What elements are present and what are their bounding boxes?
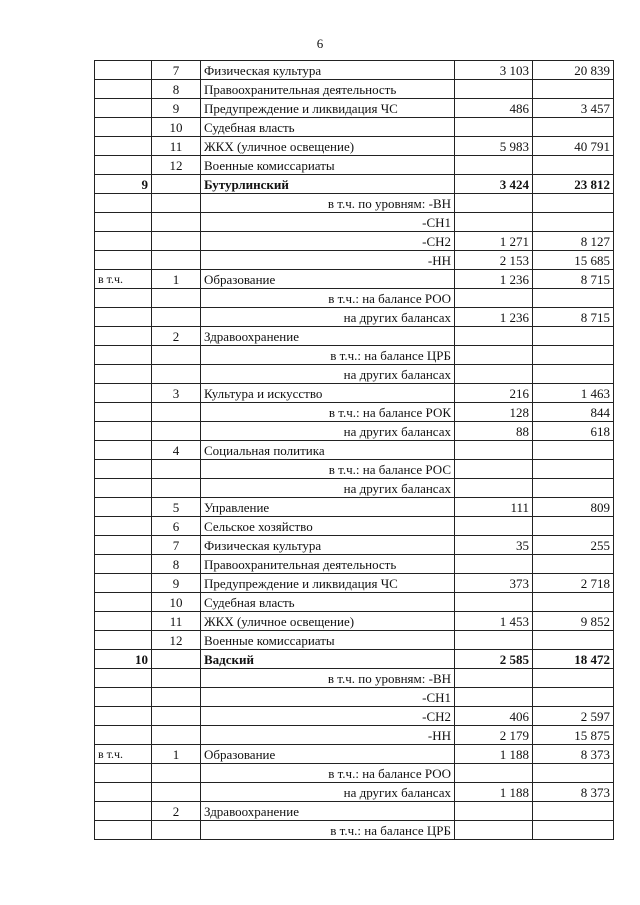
value-1-cell: 88 bbox=[455, 422, 533, 441]
table-row bbox=[95, 460, 614, 479]
item-name-cell: на других балансах bbox=[201, 308, 455, 327]
section-cell bbox=[95, 422, 152, 441]
section-cell bbox=[95, 574, 152, 593]
value-2-cell bbox=[533, 688, 614, 707]
section-cell bbox=[95, 669, 152, 688]
value-1-cell: 216 bbox=[455, 384, 533, 403]
item-number-cell bbox=[152, 213, 201, 232]
table-row bbox=[95, 631, 614, 650]
item-number-cell: 1 bbox=[152, 745, 201, 764]
item-name-cell: в т.ч.: на балансе ЦРБ bbox=[201, 821, 455, 840]
value-2-cell bbox=[533, 289, 614, 308]
table-row bbox=[95, 422, 614, 441]
table-row bbox=[95, 479, 614, 498]
table-row bbox=[95, 99, 614, 118]
table-row bbox=[95, 764, 614, 783]
item-number-cell: 9 bbox=[152, 99, 201, 118]
item-number-cell: 2 bbox=[152, 327, 201, 346]
section-cell bbox=[95, 688, 152, 707]
item-name-cell: в т.ч. по уровням: -ВН bbox=[201, 669, 455, 688]
value-2-cell bbox=[533, 631, 614, 650]
value-1-cell bbox=[455, 593, 533, 612]
item-number-cell: 1 bbox=[152, 270, 201, 289]
section-cell bbox=[95, 593, 152, 612]
section-cell bbox=[95, 365, 152, 384]
value-1-cell bbox=[455, 517, 533, 536]
table-body bbox=[95, 61, 614, 840]
table-row bbox=[95, 802, 614, 821]
item-number-cell bbox=[152, 232, 201, 251]
section-cell bbox=[95, 726, 152, 745]
item-name-cell: Социальная политика bbox=[201, 441, 455, 460]
section-cell: 10 bbox=[95, 650, 152, 669]
table-row bbox=[95, 384, 614, 403]
value-1-cell: 486 bbox=[455, 99, 533, 118]
value-2-cell bbox=[533, 593, 614, 612]
item-name-cell: -НН bbox=[201, 251, 455, 270]
value-1-cell: 2 179 bbox=[455, 726, 533, 745]
value-2-cell: 15 685 bbox=[533, 251, 614, 270]
table-row bbox=[95, 289, 614, 308]
item-name-cell: Здравоохранение bbox=[201, 327, 455, 346]
value-2-cell: 2 718 bbox=[533, 574, 614, 593]
value-2-cell: 1 463 bbox=[533, 384, 614, 403]
table-row bbox=[95, 194, 614, 213]
item-name-cell: -СН1 bbox=[201, 688, 455, 707]
section-cell bbox=[95, 821, 152, 840]
item-number-cell bbox=[152, 365, 201, 384]
value-1-cell bbox=[455, 688, 533, 707]
table-row bbox=[95, 726, 614, 745]
value-1-cell: 406 bbox=[455, 707, 533, 726]
value-1-cell bbox=[455, 555, 533, 574]
value-2-cell bbox=[533, 821, 614, 840]
value-2-cell: 8 715 bbox=[533, 308, 614, 327]
value-2-cell bbox=[533, 441, 614, 460]
value-2-cell: 15 875 bbox=[533, 726, 614, 745]
item-number-cell bbox=[152, 650, 201, 669]
item-number-cell bbox=[152, 289, 201, 308]
value-2-cell bbox=[533, 764, 614, 783]
item-name-cell: Сельское хозяйство bbox=[201, 517, 455, 536]
value-2-cell: 8 373 bbox=[533, 783, 614, 802]
item-name-cell: в т.ч.: на балансе РОО bbox=[201, 289, 455, 308]
item-number-cell: 12 bbox=[152, 631, 201, 650]
table-row bbox=[95, 365, 614, 384]
item-name-cell: Бутурлинский bbox=[201, 175, 455, 194]
value-2-cell bbox=[533, 156, 614, 175]
section-cell bbox=[95, 707, 152, 726]
section-cell bbox=[95, 156, 152, 175]
table-row bbox=[95, 688, 614, 707]
item-number-cell: 9 bbox=[152, 574, 201, 593]
value-2-cell: 809 bbox=[533, 498, 614, 517]
item-number-cell bbox=[152, 783, 201, 802]
value-1-cell: 1 236 bbox=[455, 270, 533, 289]
section-cell bbox=[95, 137, 152, 156]
value-1-cell bbox=[455, 460, 533, 479]
value-2-cell: 8 127 bbox=[533, 232, 614, 251]
table-row bbox=[95, 308, 614, 327]
value-2-cell: 255 bbox=[533, 536, 614, 555]
item-name-cell: в т.ч. по уровням: -ВН bbox=[201, 194, 455, 213]
item-number-cell: 2 bbox=[152, 802, 201, 821]
item-name-cell: Военные комиссариаты bbox=[201, 631, 455, 650]
item-name-cell: -СН2 bbox=[201, 707, 455, 726]
value-1-cell bbox=[455, 194, 533, 213]
item-name-cell: Вадский bbox=[201, 650, 455, 669]
item-name-cell: в т.ч.: на балансе РОС bbox=[201, 460, 455, 479]
value-2-cell bbox=[533, 365, 614, 384]
value-1-cell: 2 153 bbox=[455, 251, 533, 270]
value-1-cell: 1 236 bbox=[455, 308, 533, 327]
value-1-cell bbox=[455, 441, 533, 460]
table-row bbox=[95, 327, 614, 346]
item-number-cell bbox=[152, 460, 201, 479]
value-2-cell: 20 839 bbox=[533, 61, 614, 80]
value-1-cell bbox=[455, 289, 533, 308]
section-cell bbox=[95, 802, 152, 821]
item-name-cell: Предупреждение и ликвидация ЧС bbox=[201, 574, 455, 593]
item-name-cell: Управление bbox=[201, 498, 455, 517]
item-name-cell: Правоохранительная деятельность bbox=[201, 80, 455, 99]
value-1-cell bbox=[455, 764, 533, 783]
item-number-cell: 4 bbox=[152, 441, 201, 460]
item-name-cell: Предупреждение и ликвидация ЧС bbox=[201, 99, 455, 118]
section-cell bbox=[95, 441, 152, 460]
table-row bbox=[95, 232, 614, 251]
item-name-cell: ЖКХ (уличное освещение) bbox=[201, 137, 455, 156]
item-number-cell bbox=[152, 707, 201, 726]
item-name-cell: на других балансах bbox=[201, 783, 455, 802]
item-name-cell: Образование bbox=[201, 270, 455, 289]
item-number-cell bbox=[152, 669, 201, 688]
value-2-cell bbox=[533, 479, 614, 498]
value-1-cell bbox=[455, 213, 533, 232]
value-1-cell: 373 bbox=[455, 574, 533, 593]
table-row bbox=[95, 118, 614, 137]
table-row bbox=[95, 555, 614, 574]
section-cell bbox=[95, 384, 152, 403]
value-2-cell bbox=[533, 517, 614, 536]
value-2-cell bbox=[533, 327, 614, 346]
value-2-cell: 3 457 bbox=[533, 99, 614, 118]
section-cell: 9 bbox=[95, 175, 152, 194]
value-2-cell bbox=[533, 669, 614, 688]
value-1-cell: 1 188 bbox=[455, 783, 533, 802]
item-number-cell bbox=[152, 403, 201, 422]
value-1-cell: 3 103 bbox=[455, 61, 533, 80]
section-cell bbox=[95, 460, 152, 479]
value-2-cell: 23 812 bbox=[533, 175, 614, 194]
item-name-cell: Военные комиссариаты bbox=[201, 156, 455, 175]
item-number-cell bbox=[152, 175, 201, 194]
value-2-cell bbox=[533, 80, 614, 99]
value-2-cell bbox=[533, 802, 614, 821]
value-1-cell bbox=[455, 118, 533, 137]
table-row bbox=[95, 61, 614, 80]
section-cell bbox=[95, 612, 152, 631]
item-number-cell: 12 bbox=[152, 156, 201, 175]
value-2-cell: 2 597 bbox=[533, 707, 614, 726]
section-cell: в т.ч. bbox=[95, 745, 152, 764]
table-row bbox=[95, 270, 614, 289]
item-number-cell: 5 bbox=[152, 498, 201, 517]
value-1-cell: 1 453 bbox=[455, 612, 533, 631]
table-row bbox=[95, 612, 614, 631]
table-row bbox=[95, 574, 614, 593]
item-number-cell bbox=[152, 308, 201, 327]
section-cell bbox=[95, 783, 152, 802]
item-name-cell: на других балансах bbox=[201, 422, 455, 441]
value-1-cell bbox=[455, 479, 533, 498]
value-2-cell: 8 715 bbox=[533, 270, 614, 289]
table-row bbox=[95, 707, 614, 726]
section-cell bbox=[95, 118, 152, 137]
value-1-cell bbox=[455, 631, 533, 650]
item-number-cell bbox=[152, 422, 201, 441]
item-name-cell: в т.ч.: на балансе РОК bbox=[201, 403, 455, 422]
value-2-cell: 618 bbox=[533, 422, 614, 441]
value-1-cell: 3 424 bbox=[455, 175, 533, 194]
value-2-cell: 40 791 bbox=[533, 137, 614, 156]
item-number-cell bbox=[152, 688, 201, 707]
value-2-cell bbox=[533, 118, 614, 137]
item-number-cell bbox=[152, 479, 201, 498]
table-row bbox=[95, 80, 614, 99]
value-2-cell bbox=[533, 346, 614, 365]
table-row bbox=[95, 669, 614, 688]
section-cell bbox=[95, 61, 152, 80]
item-number-cell: 8 bbox=[152, 80, 201, 99]
value-2-cell: 844 bbox=[533, 403, 614, 422]
value-1-cell bbox=[455, 669, 533, 688]
section-cell bbox=[95, 308, 152, 327]
table-row bbox=[95, 517, 614, 536]
section-cell bbox=[95, 99, 152, 118]
section-cell bbox=[95, 555, 152, 574]
item-name-cell: на других балансах bbox=[201, 365, 455, 384]
item-number-cell bbox=[152, 764, 201, 783]
value-2-cell: 18 472 bbox=[533, 650, 614, 669]
item-number-cell: 11 bbox=[152, 612, 201, 631]
section-cell bbox=[95, 479, 152, 498]
value-1-cell: 1 188 bbox=[455, 745, 533, 764]
item-number-cell: 7 bbox=[152, 536, 201, 555]
section-cell bbox=[95, 289, 152, 308]
value-1-cell bbox=[455, 346, 533, 365]
table-row bbox=[95, 403, 614, 422]
item-name-cell: Физическая культура bbox=[201, 61, 455, 80]
value-1-cell bbox=[455, 327, 533, 346]
table-row bbox=[95, 346, 614, 365]
item-number-cell bbox=[152, 251, 201, 270]
section-cell bbox=[95, 764, 152, 783]
item-name-cell: -НН bbox=[201, 726, 455, 745]
item-name-cell: Здравоохранение bbox=[201, 802, 455, 821]
item-name-cell: на других балансах bbox=[201, 479, 455, 498]
district-row bbox=[95, 175, 614, 194]
table-row bbox=[95, 745, 614, 764]
section-cell bbox=[95, 80, 152, 99]
item-name-cell: -СН2 bbox=[201, 232, 455, 251]
table-row bbox=[95, 213, 614, 232]
table-row bbox=[95, 441, 614, 460]
item-number-cell bbox=[152, 346, 201, 365]
value-1-cell bbox=[455, 80, 533, 99]
section-cell bbox=[95, 346, 152, 365]
table-row bbox=[95, 593, 614, 612]
section-cell bbox=[95, 232, 152, 251]
item-name-cell: Правоохранительная деятельность bbox=[201, 555, 455, 574]
table-row bbox=[95, 498, 614, 517]
page-number: 6 bbox=[316, 36, 324, 51]
table-row bbox=[95, 783, 614, 802]
item-name-cell: в т.ч.: на балансе РОО bbox=[201, 764, 455, 783]
item-name-cell: Судебная власть bbox=[201, 118, 455, 137]
value-2-cell: 9 852 bbox=[533, 612, 614, 631]
table-row bbox=[95, 821, 614, 840]
table-row bbox=[95, 536, 614, 555]
item-number-cell: 3 bbox=[152, 384, 201, 403]
value-2-cell bbox=[533, 194, 614, 213]
item-name-cell: Культура и искусство bbox=[201, 384, 455, 403]
district-row bbox=[95, 650, 614, 669]
value-1-cell: 5 983 bbox=[455, 137, 533, 156]
item-number-cell: 11 bbox=[152, 137, 201, 156]
value-1-cell: 128 bbox=[455, 403, 533, 422]
item-number-cell bbox=[152, 821, 201, 840]
item-name-cell: в т.ч.: на балансе ЦРБ bbox=[201, 346, 455, 365]
value-1-cell: 111 bbox=[455, 498, 533, 517]
item-number-cell: 10 bbox=[152, 118, 201, 137]
value-1-cell: 35 bbox=[455, 536, 533, 555]
value-1-cell: 1 271 bbox=[455, 232, 533, 251]
value-1-cell bbox=[455, 365, 533, 384]
table-row bbox=[95, 156, 614, 175]
value-1-cell bbox=[455, 802, 533, 821]
section-cell bbox=[95, 536, 152, 555]
item-name-cell: Судебная власть bbox=[201, 593, 455, 612]
item-number-cell bbox=[152, 194, 201, 213]
value-1-cell: 2 585 bbox=[455, 650, 533, 669]
item-number-cell: 8 bbox=[152, 555, 201, 574]
value-2-cell bbox=[533, 555, 614, 574]
item-number-cell bbox=[152, 726, 201, 745]
section-cell: в т.ч. bbox=[95, 270, 152, 289]
item-name-cell: -СН1 bbox=[201, 213, 455, 232]
value-1-cell bbox=[455, 156, 533, 175]
item-name-cell: Физическая культура bbox=[201, 536, 455, 555]
value-2-cell bbox=[533, 213, 614, 232]
item-number-cell: 10 bbox=[152, 593, 201, 612]
table-row bbox=[95, 137, 614, 156]
budget-table bbox=[94, 60, 614, 840]
section-cell bbox=[95, 251, 152, 270]
section-cell bbox=[95, 194, 152, 213]
section-cell bbox=[95, 327, 152, 346]
table-row bbox=[95, 251, 614, 270]
item-name-cell: ЖКХ (уличное освещение) bbox=[201, 612, 455, 631]
item-name-cell: Образование bbox=[201, 745, 455, 764]
section-cell bbox=[95, 403, 152, 422]
section-cell bbox=[95, 517, 152, 536]
value-2-cell: 8 373 bbox=[533, 745, 614, 764]
section-cell bbox=[95, 498, 152, 517]
section-cell bbox=[95, 631, 152, 650]
item-number-cell: 6 bbox=[152, 517, 201, 536]
value-1-cell bbox=[455, 821, 533, 840]
value-2-cell bbox=[533, 460, 614, 479]
item-number-cell: 7 bbox=[152, 61, 201, 80]
section-cell bbox=[95, 213, 152, 232]
